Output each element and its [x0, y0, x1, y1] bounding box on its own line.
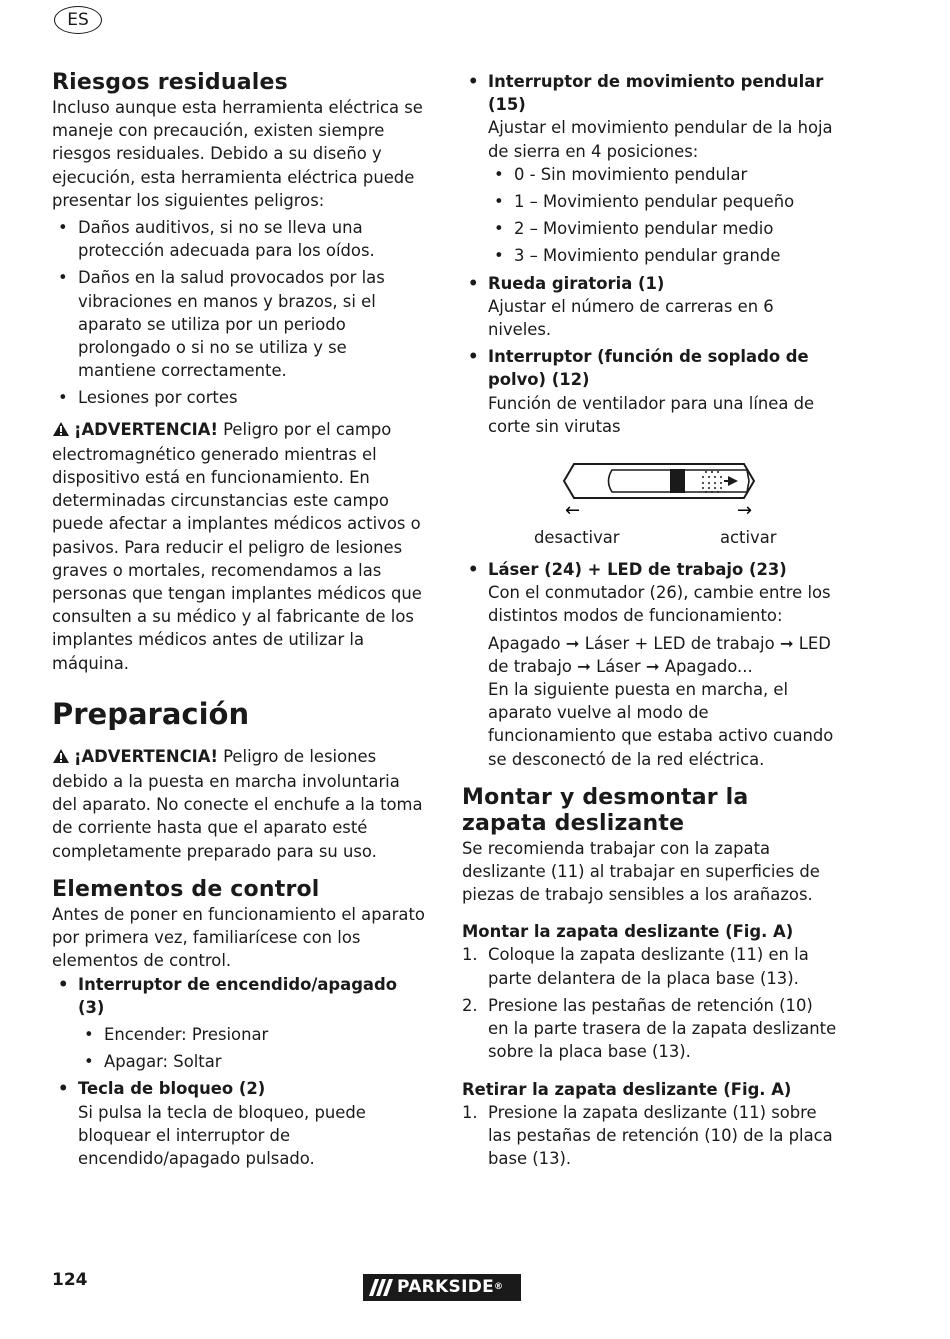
warning-triangle-icon [52, 747, 70, 770]
laser-text-1: Con el conmutador (26), cambie entre los distintos modos de funcionamiento: [488, 583, 831, 626]
language-badge: ES [54, 6, 102, 34]
page-number: 124 [52, 1270, 88, 1290]
right-column [462, 70, 838, 1170]
brand-registered-mark: ® [494, 1282, 504, 1292]
control-list-blow [462, 345, 838, 391]
brand-name: PARKSIDE [397, 1277, 495, 1297]
list-item: • 3 – Movimiento pendular grande [488, 244, 838, 267]
list-item: • Daños auditivos, si no se lleva una protección adecuada para los oídos. [52, 216, 427, 262]
control-list-laser [462, 558, 838, 581]
control-item-switch: • Interruptor de encendido/apagado (3) [52, 973, 427, 1019]
figure-label-on: activar [720, 528, 777, 548]
control-list-continued [462, 70, 838, 116]
slide-switch-illustration [462, 450, 838, 520]
laser-text-3: En la siguiente puesta en marcha, el aparato vuelve al modo de funcionamiento que estaba activo cuando se desconectó de la red eléctrica. [488, 680, 834, 769]
warning-triangle-icon [52, 420, 70, 443]
arrow-left-icon: ← [565, 500, 581, 521]
blow-text: Función de ventilador para una línea de corte sin virutas [488, 393, 815, 436]
riesgos-intro: Incluso aunque esta herramienta eléctrica se maneje con precaución, existen siempre riesgos residuales. Debido a su diseño y ejecución, esta herramienta eléctrica puede presentar los siguientes peligros: [52, 98, 423, 210]
control-list [52, 973, 427, 1101]
subsection-title-remove: Retirar la zapata deslizante (Fig. A) [462, 1079, 792, 1099]
control-intro: Antes de poner en funcionamiento el aparato por primera vez, familiarícese con los elementos de control. [52, 904, 425, 971]
list-item: • Daños en la salud provocados por las vibraciones en manos y brazos, si el aparato se utiliza por un periodo prolongado o si no se utiliza y se mantiene correctamente. [52, 266, 427, 382]
lock-text: Si pulsa la tecla de bloqueo, puede bloquear el interruptor de encendido/apagado pulsado. [78, 1102, 366, 1168]
step-text: Coloque la zapata deslizante (11) en la parte delantera de la placa base (13). [488, 945, 809, 988]
control-item-lock: • Tecla de bloqueo (2) [52, 1077, 427, 1100]
pendulum-text: Ajustar el movimiento pendular de la hoja de sierra en 4 posiciones: [488, 118, 833, 161]
control-item-blow: • Interruptor (función de soplado de polvo) (12) [462, 345, 838, 391]
step-number: 1. [462, 945, 478, 965]
step-item [462, 1101, 838, 1171]
wheel-text: Ajustar el número de carreras en 6 niveles. [488, 296, 774, 340]
step-text: Presione la zapata deslizante (11) sobre las pestañas de retención (10) de la placa base (13). [488, 1102, 833, 1168]
step-number: 1. [462, 1102, 478, 1122]
pendulum-positions [462, 163, 838, 295]
step-text: Presione las pestañas de retención (10) en la parte trasera de la zapata deslizante sobre la placa base (13). [488, 995, 837, 1062]
control-item-wheel: • Rueda giratoria (1) [462, 272, 838, 295]
section-title-shoe: Montar y desmontar la zapata deslizante [462, 784, 749, 836]
warning-label: ¡ADVERTENCIA! [74, 419, 218, 439]
warning-paragraph-startup [52, 745, 427, 863]
list-item: • Lesiones por cortes [52, 386, 427, 409]
step-number: 2. [462, 995, 478, 1015]
brand-logo [363, 1274, 521, 1301]
left-column [52, 70, 427, 1170]
list-item: • Apagar: Soltar [78, 1050, 427, 1073]
warning-text: Peligro por el campo electromagnético generado mientras el dispositivo está en funcionamiento. En determinadas circunstancias este campo puede afectar a implantes médicos activos o pasivos. Para reducir el peligro de lesiones graves o mortales, recomendamos a las personas que tengan implantes médicos que consulten a su médico y al fabricante de los implantes médicos antes de utilizar la máquina. [52, 419, 422, 673]
step-item [462, 994, 838, 1064]
list-item: • 2 – Movimiento pendular medio [488, 217, 838, 240]
riesgos-list [52, 216, 427, 410]
list-item: • Encender: Presionar [78, 1023, 427, 1046]
arrow-right-icon: → [737, 500, 753, 521]
control-item-pendulum: • Interruptor de movimiento pendular (15) [462, 70, 838, 116]
warning-label: ¡ADVERTENCIA! [74, 746, 218, 766]
subsection-title-mount: Montar la zapata deslizante (Fig. A) [462, 922, 794, 942]
step-item [462, 943, 838, 989]
blow-switch-figure [462, 450, 838, 558]
list-item: • 0 - Sin movimiento pendular [488, 163, 838, 186]
control-item-laser: • Láser (24) + LED de trabajo (23) [462, 558, 838, 581]
shoe-intro: Se recomienda trabajar con la zapata deslizante (11) al trabajar en superficies de piezas de trabajo sensibles a los arañazos. [462, 838, 820, 905]
section-title-riesgos: Riesgos residuales [52, 70, 288, 95]
laser-text-2: Apagado ➞ Láser + LED de trabajo ➞ LED de trabajo ➞ Láser ➞ Apagado... [488, 633, 831, 676]
figure-label-off: desactivar [534, 528, 620, 548]
brand-stripes-icon [363, 1274, 397, 1301]
list-item: • 1 – Movimiento pendular pequeño [488, 190, 838, 213]
section-title-preparacion: Preparación [52, 696, 250, 731]
section-title-control: Elementos de control [52, 876, 320, 902]
warning-text: Peligro de lesiones debido a la puesta en marcha involuntaria del aparato. No conecte el enchufe a la toma de corriente hasta que el aparato esté completamente preparado para su uso. [52, 746, 423, 861]
warning-paragraph-emf [52, 418, 427, 675]
